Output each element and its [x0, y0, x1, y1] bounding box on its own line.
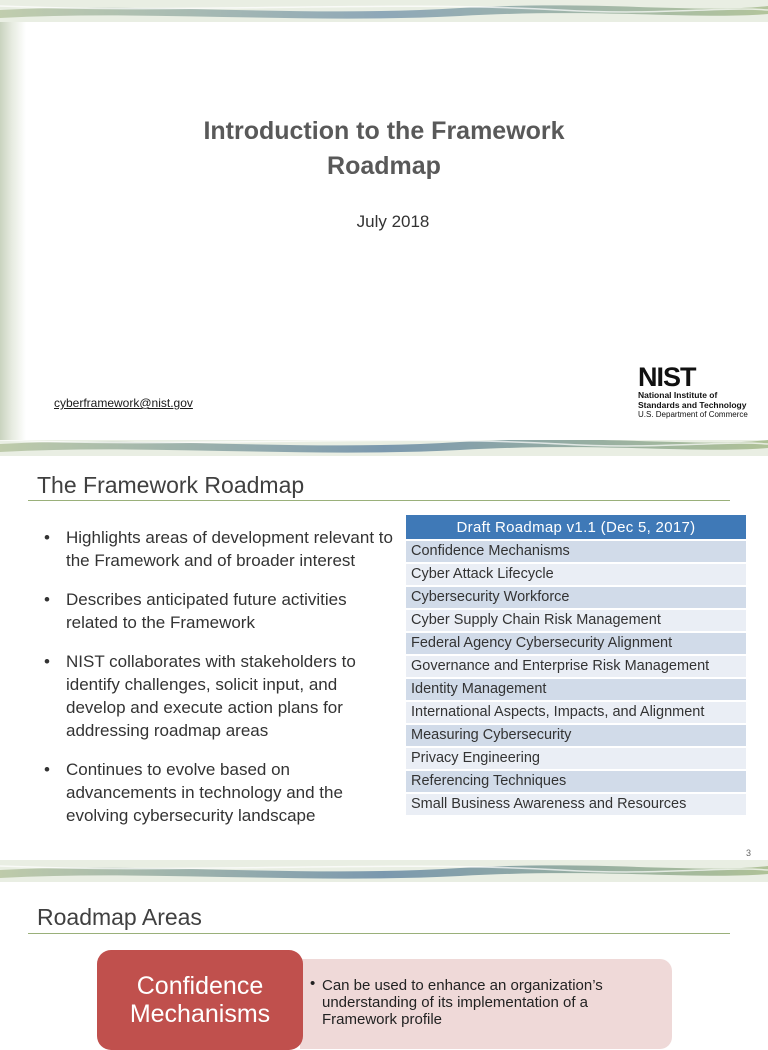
wave-band-slide2 [0, 440, 768, 456]
nist-wordmark: NIST [638, 362, 696, 392]
contact-email-link[interactable]: cyberframework@nist.gov [54, 396, 193, 410]
table-row: Identity Management [406, 678, 746, 701]
slide-title-roadmap-areas: Roadmap Areas [37, 904, 202, 930]
table-row: Confidence Mechanisms [406, 540, 746, 563]
bullet-item: • NIST collaborates with stakeholders to identify challenges, solicit input, and develop and execute action plans for addressing roadmap areas [44, 650, 394, 742]
title-line-2: Roadmap [327, 152, 441, 180]
wave-band-slide3 [0, 860, 768, 882]
table-row: Cybersecurity Workforce [406, 586, 746, 609]
bullet-item: • Describes anticipated future activities related to the Framework [44, 588, 394, 634]
table-row: Cyber Attack Lifecycle [406, 563, 746, 586]
title-underline [28, 933, 730, 934]
description-bullet: • Can be used to enhance an organization’s understanding of its implementation of a Framework profile [310, 977, 662, 1028]
nist-logo-line-2: Standards and Technology [638, 400, 747, 410]
title-slide [0, 0, 768, 440]
bullet-item: • Continues to evolve based on advancements in technology and the evolving cybersecurity landscape [44, 758, 394, 827]
confidence-mechanisms-description [300, 959, 672, 1049]
wave-band-top [0, 0, 768, 22]
roadmap-bullet-list [44, 526, 394, 843]
table-row: Measuring Cybersecurity [406, 724, 746, 747]
nist-logo [638, 364, 760, 420]
page-number: 3 [746, 848, 752, 858]
slide-title-framework-roadmap: The Framework Roadmap [37, 472, 305, 498]
presentation-title [0, 114, 768, 184]
title-line-1: Introduction to the Framework [203, 117, 565, 145]
table-row: International Aspects, Impacts, and Alignment [406, 701, 746, 724]
bullet-item: • Highlights areas of development relevant to the Framework and of broader interest [44, 526, 394, 572]
nist-logo-line-1: National Institute of [638, 390, 718, 400]
presentation-date: July 2018 [356, 212, 430, 231]
table-row: Cyber Supply Chain Risk Management [406, 609, 746, 632]
table-row: Governance and Enterprise Risk Management [406, 655, 746, 678]
table-header: Draft Roadmap v1.1 (Dec 5, 2017) [406, 515, 746, 540]
table-row: Federal Agency Cybersecurity Alignment [406, 632, 746, 655]
table-row: Referencing Techniques [406, 770, 746, 793]
nist-logo-line-3: U.S. Department of Commerce [638, 410, 748, 419]
title-underline [28, 500, 730, 501]
confidence-mechanisms-box: Confidence Mechanisms [97, 950, 303, 1050]
table-row: Small Business Awareness and Resources [406, 793, 746, 815]
roadmap-areas-table [406, 515, 746, 815]
table-row: Privacy Engineering [406, 747, 746, 770]
